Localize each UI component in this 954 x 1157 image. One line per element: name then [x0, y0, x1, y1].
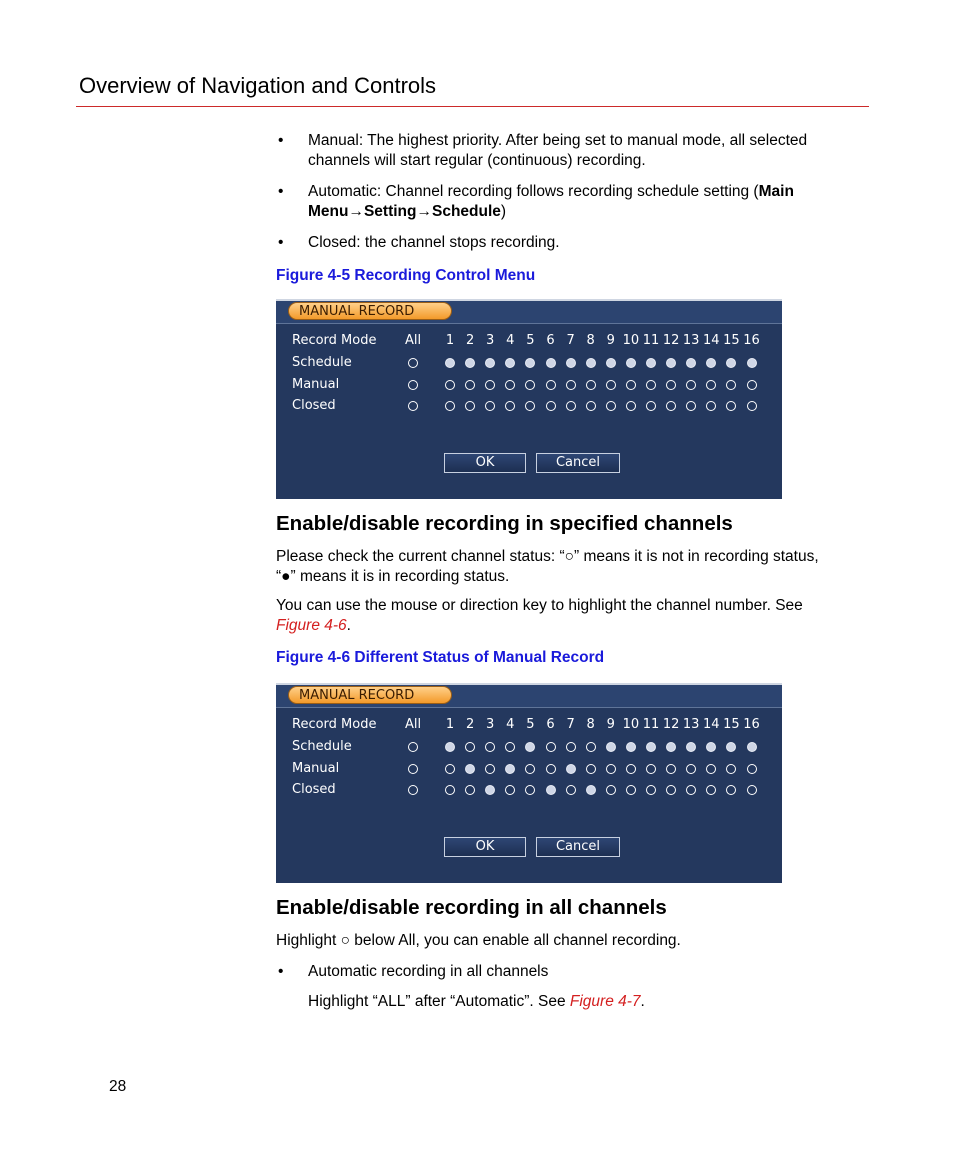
channel-number-13[interactable]: 13	[682, 333, 700, 348]
manual-channel-radio[interactable]	[566, 380, 576, 390]
channel-number-16[interactable]: 16	[743, 717, 760, 732]
cancel-button[interactable]: Cancel	[536, 837, 620, 857]
schedule-channel-radio[interactable]	[646, 742, 656, 752]
bullet-text: Closed: the channel stops recording.	[308, 234, 560, 251]
closed-channel-radio[interactable]	[505, 401, 515, 411]
bullet-text-prefix: Automatic: Channel recording follows recording schedule setting (	[308, 183, 759, 200]
channel-number-8[interactable]: 8	[586, 717, 595, 732]
closed-all-radio[interactable]	[408, 785, 418, 795]
manual-channel-radio[interactable]	[726, 380, 736, 390]
manual-channel-radio[interactable]	[747, 764, 757, 774]
channel-number-11[interactable]: 11	[642, 717, 660, 732]
closed-channel-radio[interactable]	[465, 785, 475, 795]
manual-channel-radio[interactable]	[706, 380, 716, 390]
schedule-channel-radio[interactable]	[546, 358, 556, 368]
manual-channel-radio[interactable]	[525, 764, 535, 774]
schedule-channel-radio[interactable]	[485, 358, 495, 368]
channel-number-5[interactable]: 5	[526, 333, 535, 348]
closed-channel-radio[interactable]	[726, 785, 736, 795]
manual-channel-radio[interactable]	[525, 380, 535, 390]
closed-channel-radio[interactable]	[606, 401, 616, 411]
record-mode-bullets	[276, 131, 846, 264]
schedule-channel-radio[interactable]	[686, 358, 696, 368]
ok-button[interactable]: OK	[444, 453, 526, 473]
channel-number-3[interactable]: 3	[486, 717, 495, 732]
schedule-channel-radio[interactable]	[546, 742, 556, 752]
schedule-channel-radio[interactable]	[465, 358, 475, 368]
closed-channel-radio[interactable]	[586, 401, 596, 411]
manual-channel-radio[interactable]	[586, 380, 596, 390]
channel-number-7[interactable]: 7	[566, 717, 575, 732]
closed-all-radio[interactable]	[408, 401, 418, 411]
schedule-channel-radio[interactable]	[726, 742, 736, 752]
closed-channel-radio[interactable]	[525, 401, 535, 411]
closed-channel-radio[interactable]	[586, 785, 596, 795]
section-heading: Enable/disable recording in all channels	[276, 896, 667, 919]
row-label-mode: Record Mode	[292, 717, 377, 732]
schedule-channel-radio[interactable]	[586, 358, 596, 368]
schedule-channel-radio[interactable]	[485, 742, 495, 752]
schedule-channel-radio[interactable]	[606, 358, 616, 368]
closed-channel-radio[interactable]	[626, 401, 636, 411]
manual-channel-radio[interactable]	[686, 764, 696, 774]
manual-channel-radio[interactable]	[646, 764, 656, 774]
closed-channel-radio[interactable]	[726, 401, 736, 411]
channel-number-9[interactable]: 9	[606, 717, 615, 732]
all-column-label: All	[404, 333, 422, 348]
bullet-automatic	[276, 182, 846, 222]
schedule-channel-radio[interactable]	[445, 742, 455, 752]
schedule-channel-radio[interactable]	[747, 742, 757, 752]
schedule-channel-radio[interactable]	[706, 358, 716, 368]
manual-all-radio[interactable]	[408, 764, 418, 774]
closed-channel-radio[interactable]	[606, 785, 616, 795]
closed-channel-radio[interactable]	[626, 785, 636, 795]
schedule-channel-radio[interactable]	[626, 358, 636, 368]
channel-number-14[interactable]: 14	[703, 717, 720, 732]
channel-number-11[interactable]: 11	[642, 333, 660, 348]
closed-channel-radio[interactable]	[686, 401, 696, 411]
manual-record-panel	[276, 683, 782, 883]
manual-record-tab[interactable]: MANUAL RECORD	[288, 302, 452, 320]
manual-channel-radio[interactable]	[706, 764, 716, 774]
menu-path-main: Main Menu	[308, 183, 794, 220]
page-header-title: Overview of Navigation and Controls	[79, 73, 437, 98]
para-text: .	[346, 617, 351, 634]
bullet-text-suffix: )	[500, 203, 507, 220]
channel-number-2[interactable]: 2	[465, 717, 475, 732]
channel-number-1[interactable]: 1	[445, 717, 455, 732]
channel-number-8[interactable]: 8	[586, 333, 595, 348]
manual-channel-radio[interactable]	[485, 380, 495, 390]
figure-link[interactable]: Figure 4-6	[276, 617, 347, 634]
manual-channel-radio[interactable]	[445, 380, 455, 390]
manual-channel-radio[interactable]	[505, 380, 515, 390]
status-explanation: Please check the current channel status: “○” means it is not in recording status, “●” means it is in recording status.	[276, 548, 819, 585]
manual-record-tab[interactable]: MANUAL RECORD	[288, 686, 452, 704]
channel-number-1[interactable]: 1	[445, 333, 455, 348]
closed-channel-radio[interactable]	[485, 785, 495, 795]
cancel-button[interactable]: Cancel	[536, 453, 620, 473]
schedule-channel-radio[interactable]	[686, 742, 696, 752]
schedule-channel-radio[interactable]	[525, 742, 535, 752]
channel-number-9[interactable]: 9	[606, 333, 615, 348]
schedule-channel-radio[interactable]	[445, 358, 455, 368]
schedule-channel-radio[interactable]	[666, 742, 676, 752]
schedule-channel-radio[interactable]	[726, 358, 736, 368]
schedule-channel-radio[interactable]	[566, 742, 576, 752]
closed-channel-radio[interactable]	[546, 785, 556, 795]
bullet-text: Automatic recording in all channels	[308, 963, 549, 980]
menu-path-schedule: Schedule	[432, 203, 501, 220]
manual-channel-radio[interactable]	[505, 764, 515, 774]
para-text: You can use the mouse or direction key to highlight the channel number. See	[276, 597, 803, 614]
schedule-channel-radio[interactable]	[747, 358, 757, 368]
section-heading: Enable/disable recording in specified channels	[276, 512, 733, 535]
schedule-channel-radio[interactable]	[505, 742, 515, 752]
figure-link[interactable]: Figure 4-7	[569, 993, 641, 1010]
schedule-all-radio[interactable]	[408, 358, 418, 368]
manual-record-panel	[276, 299, 782, 499]
row-label-schedule: Schedule	[292, 739, 352, 754]
ok-button[interactable]: OK	[444, 837, 526, 857]
manual-all-radio[interactable]	[408, 380, 418, 390]
schedule-channel-radio[interactable]	[666, 358, 676, 368]
closed-channel-radio[interactable]	[465, 401, 475, 411]
closed-channel-radio[interactable]	[566, 785, 576, 795]
bullet-dot: •	[278, 183, 284, 200]
channel-number-12[interactable]: 12	[662, 333, 680, 348]
schedule-channel-radio[interactable]	[606, 742, 616, 752]
schedule-channel-radio[interactable]	[706, 742, 716, 752]
channel-number-10[interactable]: 10	[622, 717, 640, 732]
closed-channel-radio[interactable]	[485, 401, 495, 411]
manual-channel-radio[interactable]	[546, 380, 556, 390]
row-label-closed: Closed	[292, 398, 336, 413]
channel-number-2[interactable]: 2	[465, 333, 475, 348]
highlight-instruction	[276, 596, 836, 636]
closed-channel-radio[interactable]	[666, 401, 676, 411]
panel-title-bar	[276, 685, 782, 708]
closed-channel-radio[interactable]	[566, 401, 576, 411]
bullet-dot: •	[278, 132, 284, 149]
manual-channel-radio[interactable]	[566, 764, 576, 774]
manual-channel-radio[interactable]	[546, 764, 556, 774]
channel-number-4[interactable]: 4	[506, 333, 515, 348]
figure-caption: Figure 4-5 Recording Control Menu	[276, 267, 536, 284]
manual-channel-radio[interactable]	[747, 380, 757, 390]
row-label-closed: Closed	[292, 782, 336, 797]
schedule-channel-radio[interactable]	[525, 358, 535, 368]
schedule-channel-radio[interactable]	[586, 742, 596, 752]
closed-channel-radio[interactable]	[646, 401, 656, 411]
channel-number-12[interactable]: 12	[662, 717, 680, 732]
manual-channel-radio[interactable]	[485, 764, 495, 774]
manual-channel-radio[interactable]	[626, 380, 636, 390]
channel-number-4[interactable]: 4	[506, 717, 515, 732]
schedule-channel-radio[interactable]	[465, 742, 475, 752]
bullet-manual	[276, 131, 846, 171]
manual-channel-radio[interactable]	[726, 764, 736, 774]
manual-channel-radio[interactable]	[686, 380, 696, 390]
para-text: .	[640, 993, 645, 1010]
manual-channel-radio[interactable]	[666, 764, 676, 774]
bullet-dot: •	[278, 963, 284, 980]
page-number: 28	[109, 1078, 127, 1095]
row-label-mode: Record Mode	[292, 333, 377, 348]
header-divider	[76, 106, 869, 107]
all-channels-bullets	[276, 962, 846, 1012]
manual-channel-radio[interactable]	[646, 380, 656, 390]
channel-number-13[interactable]: 13	[682, 717, 700, 732]
closed-channel-radio[interactable]	[706, 785, 716, 795]
closed-channel-radio[interactable]	[546, 401, 556, 411]
schedule-channel-radio[interactable]	[646, 358, 656, 368]
channel-number-6[interactable]: 6	[546, 333, 555, 348]
channel-number-3[interactable]: 3	[486, 333, 495, 348]
all-column-label: All	[404, 717, 422, 732]
para-text: Highlight “ALL” after “Automatic”. See	[308, 993, 570, 1010]
manual-channel-radio[interactable]	[606, 380, 616, 390]
closed-channel-radio[interactable]	[686, 785, 696, 795]
channel-number-10[interactable]: 10	[622, 333, 640, 348]
bullet-subtext	[276, 992, 846, 1012]
all-channels-explanation: Highlight ○ below All, you can enable all channel recording.	[276, 932, 681, 949]
channel-number-7[interactable]: 7	[566, 333, 575, 348]
closed-channel-radio[interactable]	[445, 401, 455, 411]
closed-channel-radio[interactable]	[505, 785, 515, 795]
manual-channel-radio[interactable]	[666, 380, 676, 390]
closed-channel-radio[interactable]	[525, 785, 535, 795]
channel-number-15[interactable]: 15	[723, 717, 740, 732]
manual-channel-radio[interactable]	[445, 764, 455, 774]
closed-channel-radio[interactable]	[445, 785, 455, 795]
arrow-icon: →	[416, 203, 432, 220]
schedule-channel-radio[interactable]	[505, 358, 515, 368]
schedule-all-radio[interactable]	[408, 742, 418, 752]
channel-number-5[interactable]: 5	[526, 717, 535, 732]
channel-number-14[interactable]: 14	[703, 333, 720, 348]
manual-channel-radio[interactable]	[465, 380, 475, 390]
figure-caption: Figure 4-6 Different Status of Manual Record	[276, 649, 605, 666]
schedule-channel-radio[interactable]	[566, 358, 576, 368]
closed-channel-radio[interactable]	[747, 401, 757, 411]
closed-channel-radio[interactable]	[747, 785, 757, 795]
manual-channel-radio[interactable]	[606, 764, 616, 774]
row-label-manual: Manual	[292, 377, 340, 392]
manual-channel-radio[interactable]	[586, 764, 596, 774]
arrow-icon: →	[348, 203, 364, 220]
closed-channel-radio[interactable]	[666, 785, 676, 795]
bullet-text: Manual: The highest priority. After being set to manual mode, all selected channels will start regular (continuous) recording.	[308, 132, 808, 169]
manual-channel-radio[interactable]	[626, 764, 636, 774]
closed-channel-radio[interactable]	[646, 785, 656, 795]
menu-path-setting: Setting	[363, 203, 417, 220]
manual-channel-radio[interactable]	[465, 764, 475, 774]
channel-number-6[interactable]: 6	[546, 717, 555, 732]
panel-title-bar	[276, 301, 782, 324]
row-label-manual: Manual	[292, 761, 340, 776]
schedule-channel-radio[interactable]	[626, 742, 636, 752]
channel-number-16[interactable]: 16	[743, 333, 760, 348]
row-label-schedule: Schedule	[292, 355, 352, 370]
bullet-automatic-all	[276, 962, 846, 982]
channel-number-15[interactable]: 15	[723, 333, 740, 348]
bullet-closed	[276, 233, 846, 253]
bullet-dot: •	[278, 234, 284, 251]
closed-channel-radio[interactable]	[706, 401, 716, 411]
